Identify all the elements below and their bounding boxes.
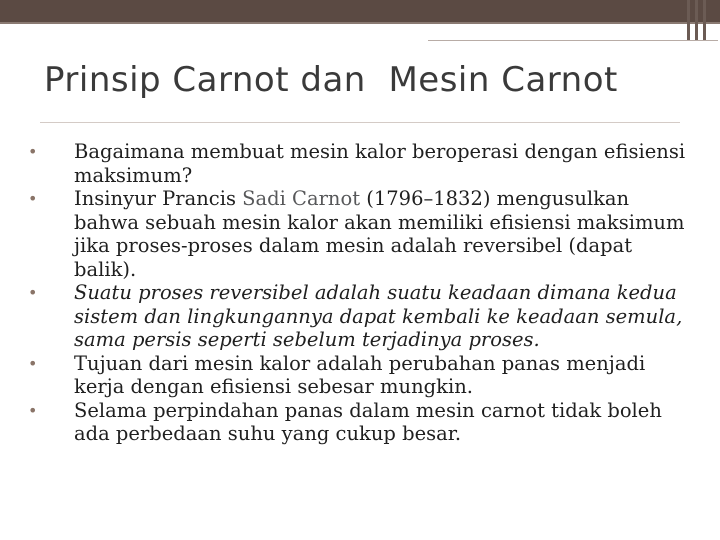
corner-decorative-lines bbox=[674, 0, 706, 40]
bullet-item bbox=[28, 187, 688, 281]
bullet-marker: • bbox=[28, 400, 38, 420]
corner-line bbox=[687, 0, 690, 40]
bullet-marker: • bbox=[28, 189, 38, 208]
bullet-text: Tujuan dari mesin kalor adalah perubahan panas menjadi kerja dengan efisiensi sebesar mungkin. bbox=[74, 351, 646, 398]
bullet-item bbox=[28, 352, 688, 399]
bullet-text-before: Insinyur Prancis bbox=[74, 187, 243, 210]
decorative-rule bbox=[428, 40, 718, 41]
top-decorative-bar bbox=[0, 0, 720, 22]
bullet-list bbox=[28, 140, 688, 446]
title-divider bbox=[40, 122, 680, 123]
top-bar-stripe bbox=[0, 22, 720, 24]
corner-line bbox=[695, 0, 698, 40]
bullet-marker: • bbox=[28, 283, 38, 302]
bullet-item bbox=[28, 399, 688, 446]
bullet-text-after: (1796–1832) mengusulkan bahwa sebuah mesin kalor akan memiliki efisiensi maksimum jika proses-proses dalam mesin adalah reversibel (dapat balik). bbox=[74, 187, 685, 281]
bullet-text: Selama perpindahan panas dalam mesin carnot tidak boleh ada perbedaan suhu yang cukup besar. bbox=[74, 398, 662, 445]
bullet-text bbox=[74, 187, 684, 281]
highlighted-name: Sadi Carnot bbox=[242, 187, 361, 210]
bullet-text: Bagaimana membuat mesin kalor beroperasi dengan efisiensi maksimum? bbox=[74, 140, 686, 187]
bullet-item bbox=[28, 140, 688, 187]
bullet-item bbox=[28, 281, 688, 352]
slide-title: Prinsip Carnot dan Mesin Carnot bbox=[44, 60, 618, 100]
bullet-marker: • bbox=[28, 353, 38, 373]
bullet-marker: • bbox=[28, 142, 38, 161]
corner-line bbox=[703, 0, 706, 40]
bullet-text: Suatu proses reversibel adalah suatu keadaan dimana kedua sistem dan lingkungannya dapat kembali ke keadaan semula, sama persis seperti sebelum terjadinya proses. bbox=[74, 281, 683, 351]
